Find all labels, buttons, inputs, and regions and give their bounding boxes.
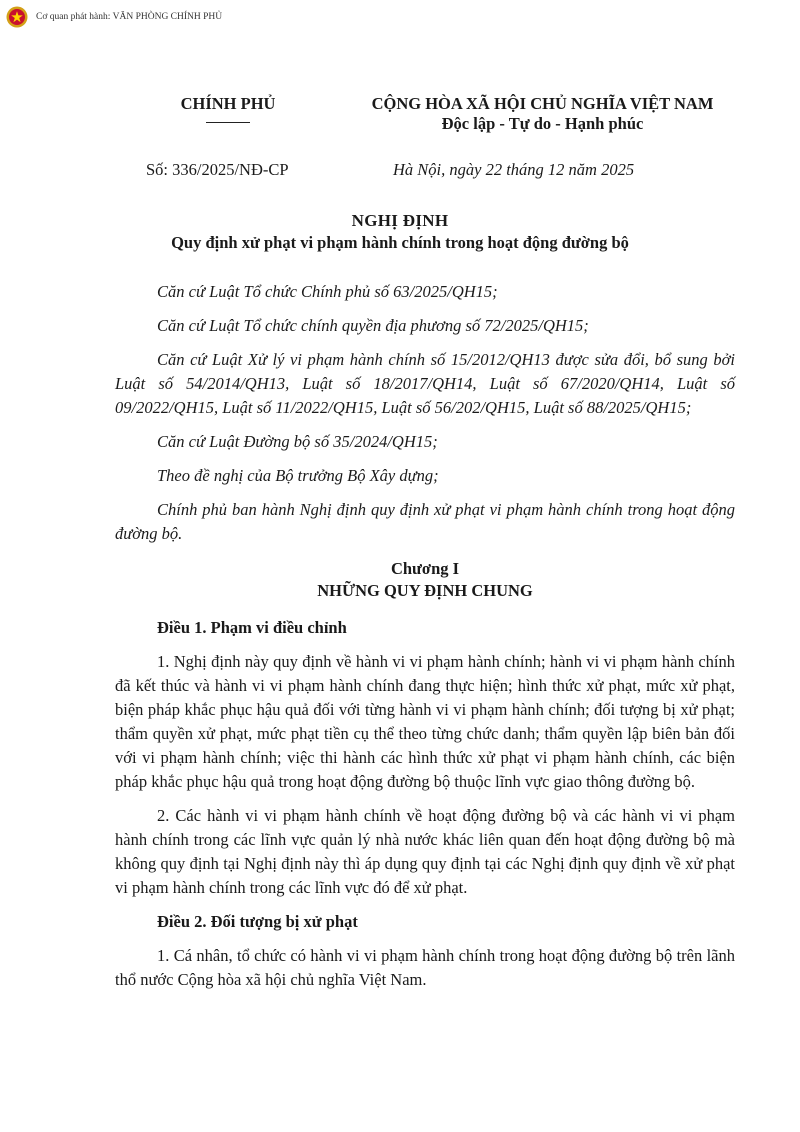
basis-item: Căn cứ Luật Đường bộ số 35/2024/QH15; bbox=[157, 432, 438, 451]
issuing-body-name: CHÍNH PHỦ bbox=[180, 94, 276, 113]
basis-item: Căn cứ Luật Xử lý vi phạm hành chính số 15/2012/QH13 được sửa đổi, bổ sung bởi Luật số 54/2014/QH13, Luật số 18/2017/QH14, Luật số 67/2020/QH14, Luật số 09/2022/QH15, Luật số 11/2022/QH15, Luật số 56/202/QH15, Luật số 88/2025/QH15; bbox=[115, 350, 735, 417]
basis-item: Căn cứ Luật Tổ chức Chính phủ số 63/2025/QH15; bbox=[157, 282, 498, 301]
legal-basis bbox=[115, 280, 735, 546]
place-date: Hà Nội, ngày 22 tháng 12 năm 2025 bbox=[393, 160, 635, 179]
country-name: CỘNG HÒA XÃ HỘI CHỦ NGHĨA VIỆT NAM bbox=[371, 94, 714, 113]
document-title bbox=[0, 210, 800, 254]
motto: Độc lập - Tự do - Hạnh phúc bbox=[441, 114, 644, 133]
article-heading: Điều 1. Phạm vi điều chỉnh bbox=[157, 618, 347, 637]
document-type: NGHỊ ĐỊNH bbox=[351, 211, 449, 230]
national-motto bbox=[345, 94, 740, 134]
document-subject: Quy định xử phạt vi phạm hành chính trong hoạt động đường bộ bbox=[171, 233, 629, 252]
chapter-number: Chương I bbox=[390, 559, 460, 578]
issuer-bar bbox=[6, 6, 222, 28]
issuer-label: Cơ quan phát hành: VĂN PHÒNG CHÍNH PHỦ bbox=[36, 12, 223, 22]
issuing-body bbox=[163, 94, 293, 123]
article-heading: Điều 2. Đối tượng bị xử phạt bbox=[157, 912, 358, 931]
document-number: Số: 336/2025/NĐ-CP bbox=[146, 160, 289, 179]
article-paragraph: 1. Nghị định này quy định về hành vi vi phạm hành chính; hành vi vi phạm hành chính đã kết thúc và hành vi vi phạm hành chính đang thực hiện; hình thức xử phạt, mức xử phạt, biện pháp khắc phục hậu quả đối với từng hành vi vi phạm hành chính; đối tượng bị xử phạt; thẩm quyền xử phạt, mức phạt tiền cụ thể theo từng chức danh; thẩm quyền lập biên bản đối với vi phạm hành chính; việc thi hành các hình thức xử phạt vi phạm hành chính, các biện pháp khắc phục hậu quả trong hoạt động đường bộ thuộc lĩnh vực giao thông đường bộ. bbox=[115, 652, 735, 791]
basis-item: Chính phủ ban hành Nghị định quy định xử phạt vi phạm hành chính trong hoạt động đường bộ. bbox=[115, 500, 735, 543]
basis-item: Theo đề nghị của Bộ trưởng Bộ Xây dựng; bbox=[157, 466, 439, 485]
article-paragraph: 2. Các hành vi vi phạm hành chính về hoạt động đường bộ và các hành vi vi phạm hành chính trong các lĩnh vực quản lý nhà nước khác liên quan đến hoạt động đường bộ mà không quy định tại Nghị định này thì áp dụng quy định tại các Nghị định quy định về xử phạt vi phạm hành chính trong các lĩnh vực đó để xử phạt. bbox=[115, 806, 735, 897]
national-emblem-icon bbox=[6, 6, 28, 28]
document-body bbox=[115, 280, 735, 1002]
chapter-title: NHỮNG QUY ĐỊNH CHUNG bbox=[317, 581, 533, 600]
article-paragraph: 1. Cá nhân, tổ chức có hành vi vi phạm hành chính trong hoạt động đường bộ trên lãnh thổ nước Cộng hòa xã hội chủ nghĩa Việt Nam. bbox=[115, 946, 735, 989]
divider bbox=[206, 122, 250, 123]
basis-item: Căn cứ Luật Tổ chức chính quyền địa phương số 72/2025/QH15; bbox=[157, 316, 589, 335]
